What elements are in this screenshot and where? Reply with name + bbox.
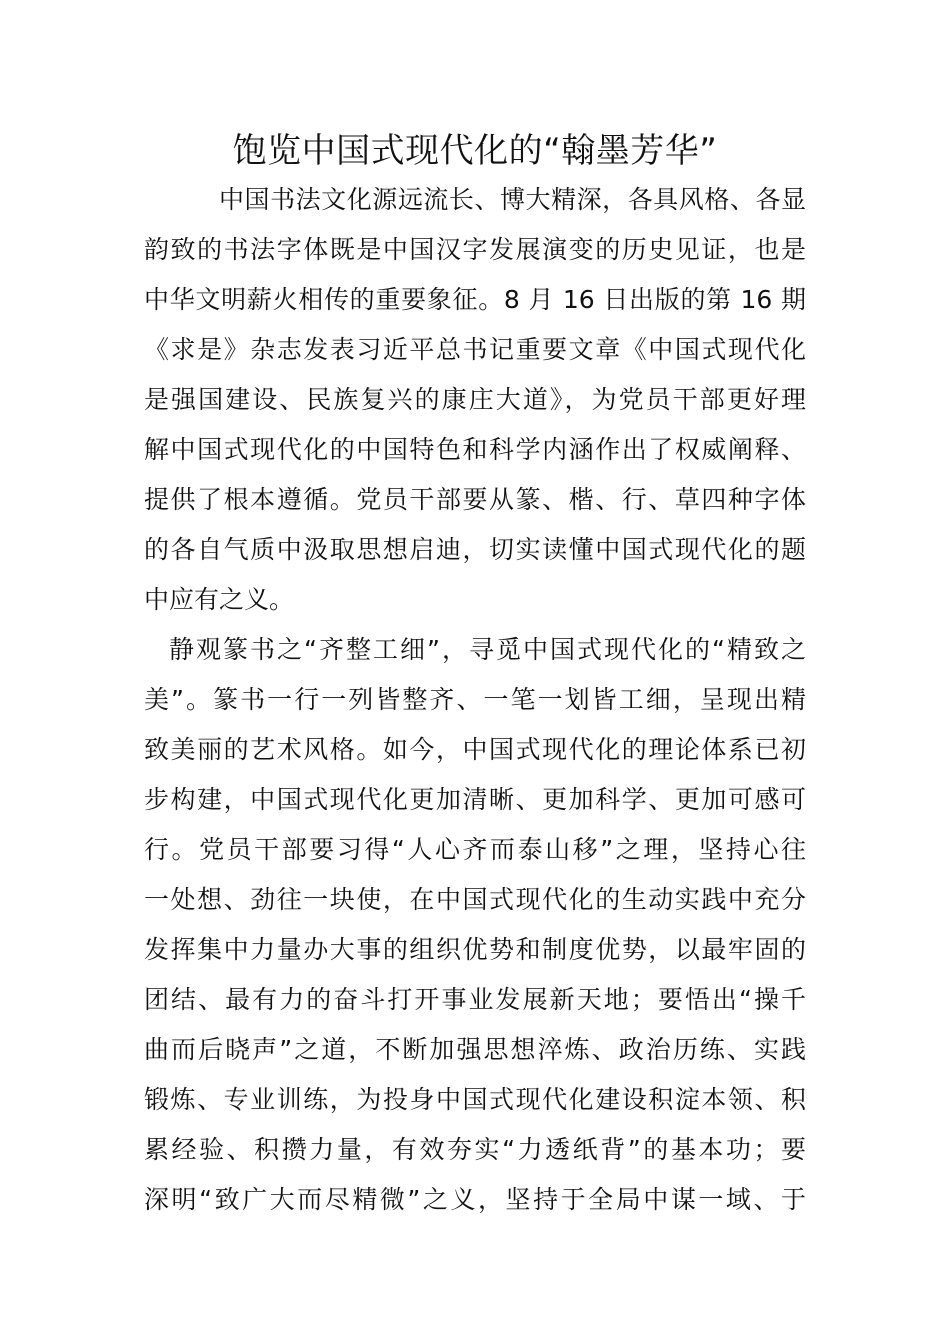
paragraph-1-line-6: 解中国式现代化的中国特色和科学内涵作出了权威阐释、 [144, 435, 806, 464]
paragraph-2-line-5: 行。党员干部要习得“人心齐而泰山移”之理，坚持心往 [144, 835, 806, 864]
paragraph-2-line-2: 美”。篆书一行一列皆整齐、一笔一划皆工细，呈现出精 [144, 685, 806, 714]
paragraph-2-line-12: 深明“致广大而尽精微”之义，坚持于全局中谋一域、于 [144, 1185, 806, 1214]
document-title: 饱览中国式现代化的“翰墨芳华” [232, 131, 718, 171]
paragraph-1-line-8: 的各自气质中汲取思想启迪，切实读懂中国式现代化的题 [144, 535, 806, 564]
paragraph-2-line-6: 一处想、劲往一块使，在中国式现代化的生动实践中充分 [144, 885, 806, 914]
paragraph-2-line-9: 曲而后晓声”之道，不断加强思想淬炼、政治历练、实践 [144, 1035, 806, 1064]
paragraph-1-line-3: 中华文明薪火相传的重要象征。8 月 16 日出版的第 16 期 [144, 285, 806, 314]
paragraph-1-line-2: 韵致的书法字体既是中国汉字发展演变的历史见证，也是 [144, 235, 806, 264]
paragraph-1-line-9: 中应有之义。 [144, 585, 295, 614]
paragraph-2-line-3: 致美丽的艺术风格。如今，中国式现代化的理论体系已初 [144, 735, 806, 764]
paragraph-2-line-1: 静观篆书之“齐整工细”，寻觅中国式现代化的“精致之 [169, 635, 806, 664]
paragraph-2-line-11: 累经验、积攒力量，有效夯实“力透纸背”的基本功；要 [144, 1135, 806, 1164]
paragraph-2-line-10: 锻炼、专业训练，为投身中国式现代化建设积淀本领、积 [144, 1085, 806, 1114]
paragraph-2-line-7: 发挥集中力量办大事的组织优势和制度优势，以最牢固的 [144, 935, 806, 964]
paragraph-1-line-1: 中国书法文化源远流长、博大精深，各具风格、各显 [219, 185, 806, 214]
paragraph-2-line-4: 步构建，中国式现代化更加清晰、更加科学、更加可感可 [144, 785, 806, 814]
paragraph-1-line-5: 是强国建设、民族复兴的康庄大道》，为党员干部更好理 [144, 385, 806, 414]
paragraph-2-line-8: 团结、最有力的奋斗打开事业发展新天地；要悟出“操千 [144, 985, 806, 1014]
paragraph-1-line-4: 《求是》杂志发表习近平总书记重要文章《中国式现代化 [144, 335, 806, 364]
paragraph-1-line-7: 提供了根本遵循。党员干部要从篆、楷、行、草四种字体 [144, 485, 806, 514]
